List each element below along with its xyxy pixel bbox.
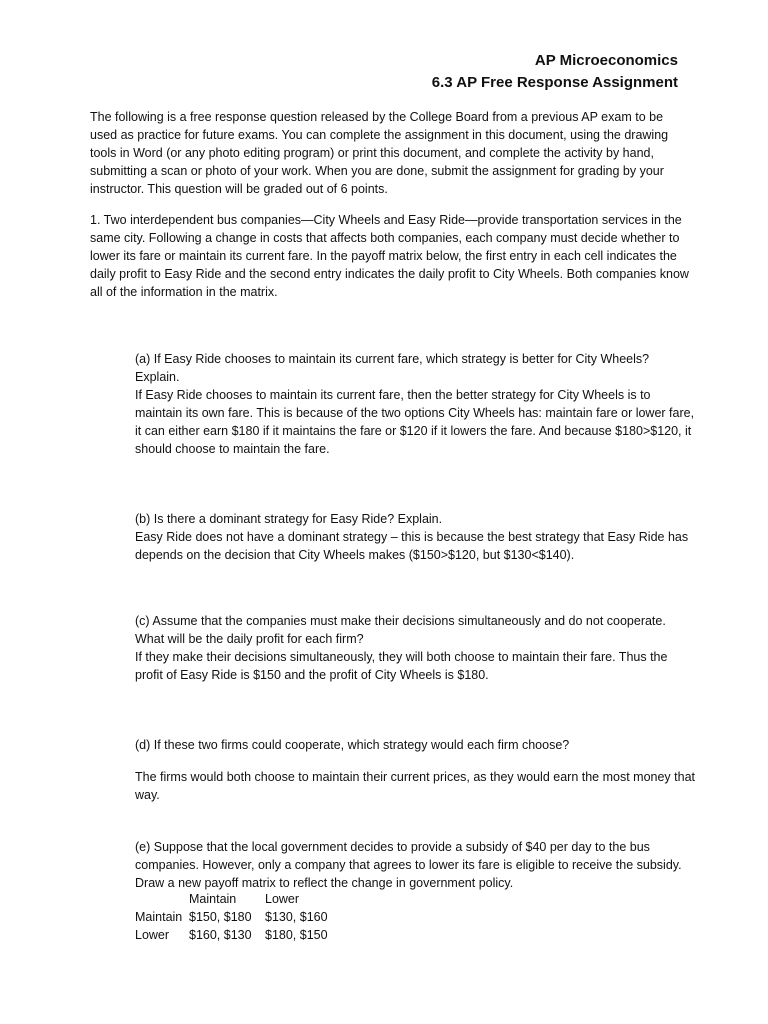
matrix-header-row — [135, 890, 355, 908]
part-d-question: (d) If these two firms could cooperate, which strategy would each firm choose? — [135, 738, 570, 752]
part-c — [135, 612, 695, 684]
part-e-question: (e) Suppose that the local government decides to provide a subsidy of $40 per day to the bus companies. However, only a company that agrees to lower its fare is eligible to receive the subsidy. Draw a new payoff matrix to reflect the change in government policy. — [135, 840, 682, 890]
matrix-col-header: Lower — [265, 892, 300, 906]
part-b — [135, 510, 695, 564]
matrix-cell: $180, $150 — [265, 928, 328, 942]
question-1-text: 1. Two interdependent bus companies—City Wheels and Easy Ride—provide transportation services in the same city. Following a change in costs that affects both companies, each company must decide whether to lower its fare or maintain its current fare. In the payoff matrix below, the first entry in each cell indicates the daily profit to Easy Ride and the second entry indicates the daily profit to City Wheels. Both companies know all of the information in the matrix. — [90, 213, 689, 299]
part-c-answer: If they make their decisions simultaneously, they will both choose to maintain their fare. Thus the profit of Easy Ride is $150 and the profit of City Wheels is $180. — [135, 650, 668, 682]
part-a-question: (a) If Easy Ride chooses to maintain its current fare, which strategy is better for City Wheels? Explain. — [135, 352, 650, 384]
matrix-row — [135, 926, 355, 944]
matrix-corner-cell — [135, 890, 189, 908]
payoff-matrix — [135, 890, 355, 944]
part-c-question: (c) Assume that the companies must make their decisions simultaneously and do not cooperate. What will be the daily profit for each firm? — [135, 614, 666, 646]
course-title: AP Microeconomics — [534, 52, 678, 69]
part-b-answer: Easy Ride does not have a dominant strategy – this is because the best strategy that Easy Ride has depends on the decision that City Wheels makes ($150>$120, but $130<$140). — [135, 530, 689, 562]
matrix-row — [135, 908, 355, 926]
document-header — [432, 50, 678, 94]
matrix-cell: $150, $180 — [189, 910, 252, 924]
matrix-row-label: Maintain — [135, 910, 183, 924]
part-a — [135, 350, 695, 458]
part-b-question: (b) Is there a dominant strategy for Easy Ride? Explain. — [135, 512, 443, 526]
intro-paragraph: The following is a free response question released by the College Board from a previous AP exam to be used as practice for future exams. You can complete the assignment in this document, using the drawing tools in Word (or any photo editing program) or print this document, and complete the activity by hand, submitting a scan or photo of your work. When you are done, submit the assignment for grading by your instructor. This question will be graded out of 6 points. — [90, 110, 669, 196]
assignment-title: 6.3 AP Free Response Assignment — [431, 74, 678, 91]
matrix-col-header: Maintain — [189, 892, 237, 906]
part-d-answer: The firms would both choose to maintain their current prices, as they would earn the most money that way. — [135, 770, 695, 802]
matrix-cell: $160, $130 — [189, 928, 252, 942]
matrix-row-label: Lower — [135, 928, 170, 942]
part-a-answer: If Easy Ride chooses to maintain its current fare, then the better strategy for City Wheels is to maintain its own fare. This is because of the two options City Wheels has: maintain fare or lower fare, it can either earn $180 if it maintains the fare or $120 if it lowers the fare. And because $180>$120, it should choose to maintain the fare. — [135, 388, 695, 456]
matrix-cell: $130, $160 — [265, 910, 328, 924]
